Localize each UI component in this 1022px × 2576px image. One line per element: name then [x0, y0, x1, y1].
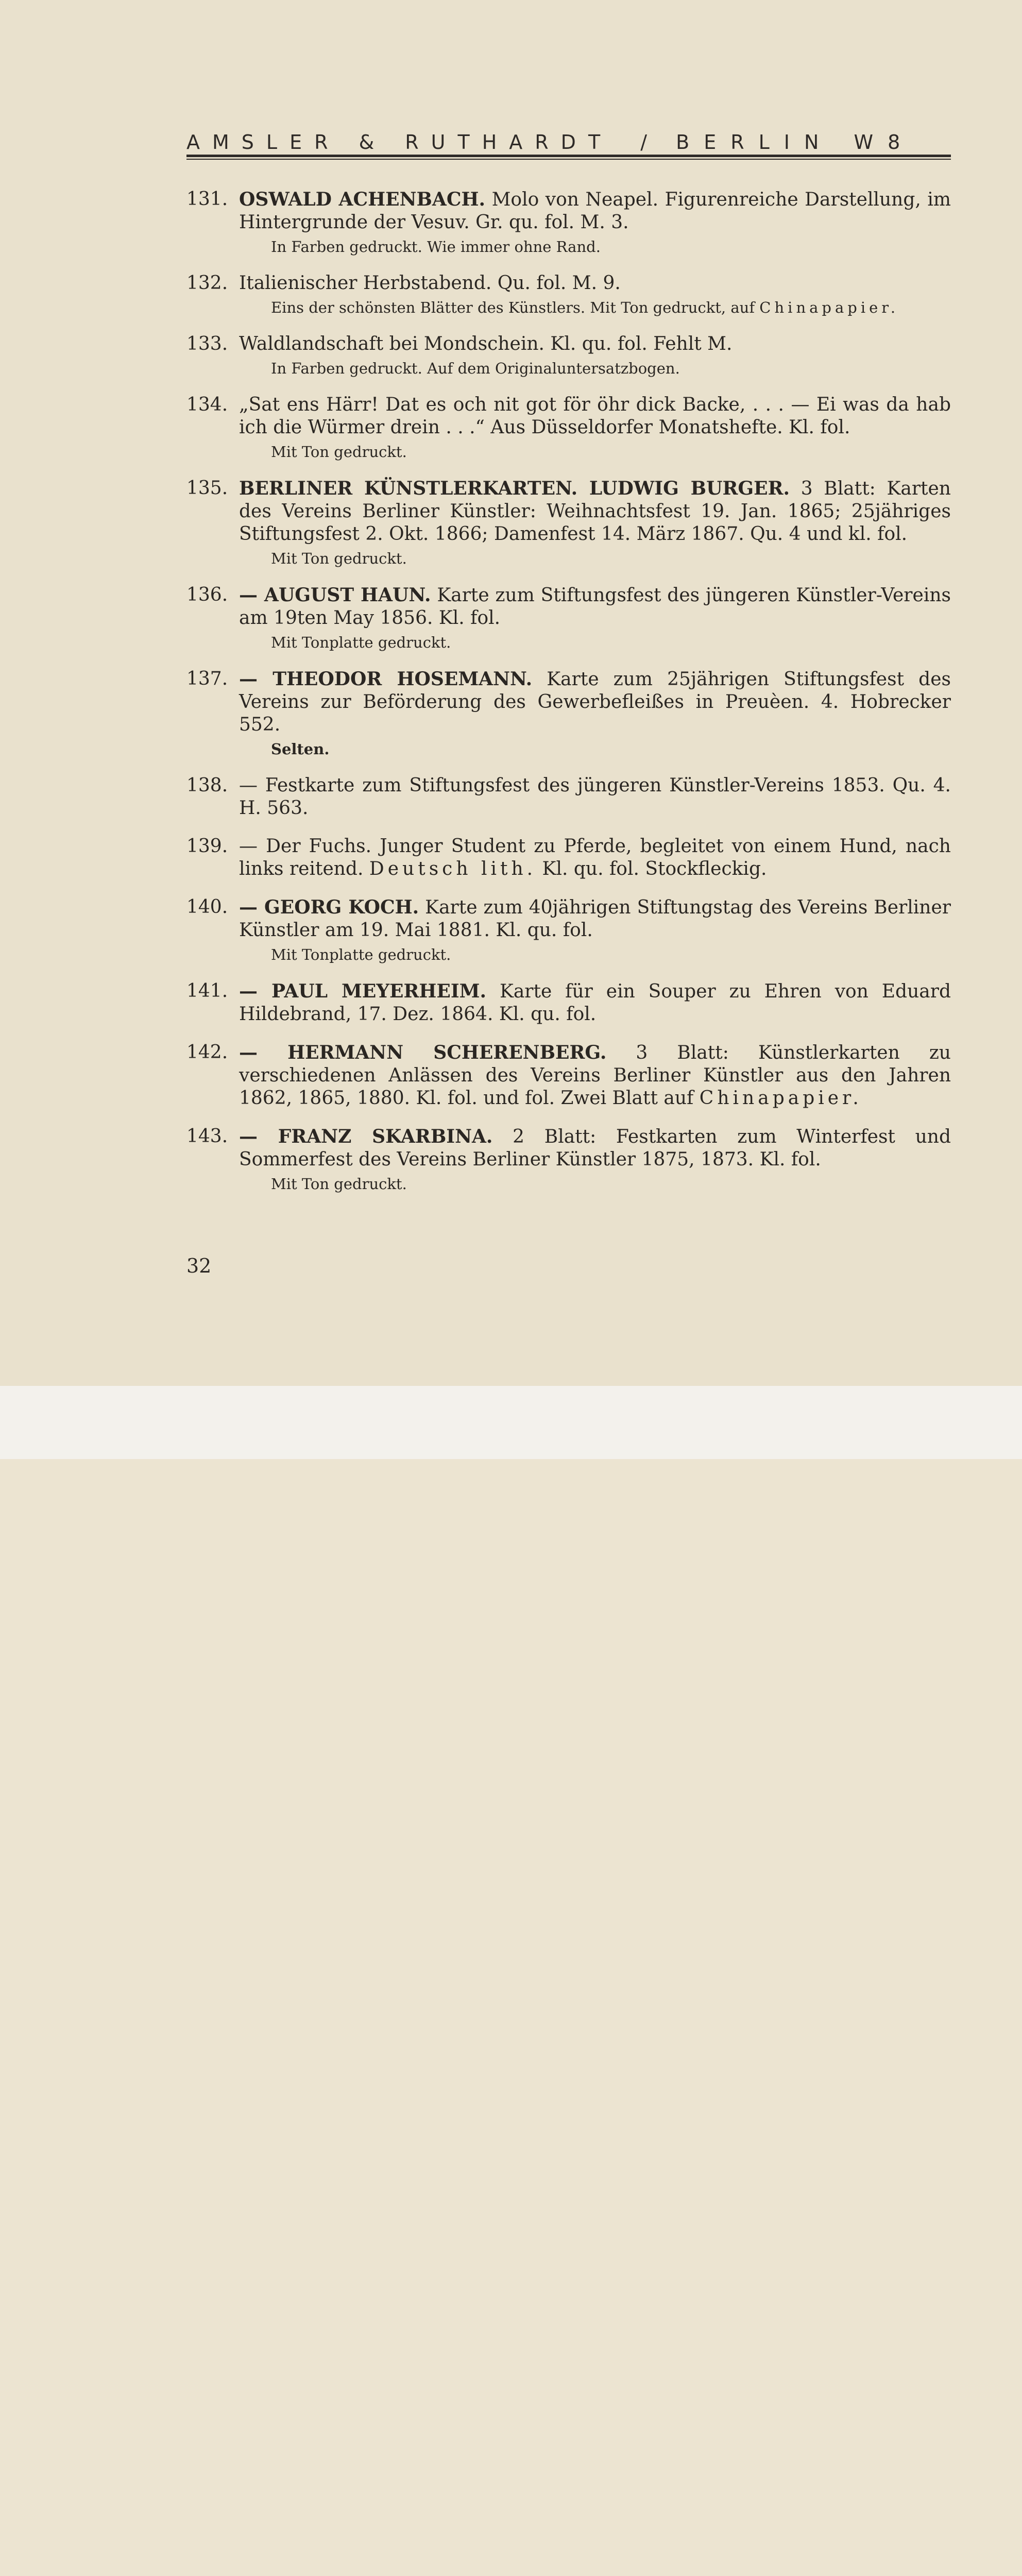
artist-name: — THEODOR HOSEMANN.	[239, 668, 533, 690]
header-rule-thin	[186, 159, 951, 160]
header-publisher: AMSLER & RUTHARDT	[186, 131, 613, 154]
running-header	[186, 131, 951, 154]
entry-number: 143.	[186, 1126, 228, 1147]
header-rule	[186, 155, 951, 157]
entry-text-spaced: Chinapapier.	[699, 1088, 862, 1109]
entry-note: Mit Tonplatte gedruckt.	[271, 634, 451, 651]
entry-text: Italienischer Herbstabend. Qu. fol. M. 9.	[239, 273, 621, 294]
entry-note: Mit Tonplatte gedruckt.	[271, 946, 451, 963]
entry-number: 131.	[186, 189, 228, 210]
header-separator: /	[640, 131, 649, 154]
catalog-entry	[186, 774, 951, 820]
entry-text: Karte für ein Souper zu Ehren von Eduard Hildebrand, 17. Dez. 1864. Kl. qu. fol.	[239, 981, 951, 1025]
artist-name: — GEORG KOCH.	[239, 896, 419, 918]
catalog-entry	[186, 1125, 951, 1194]
entry-text: „Sat ens Härr! Dat es och nit got för öhr dick Backe, . . . — Ei was da hab ich die Würmer drein . . .“ Aus Düsseldorfer Monatshefte. Kl. fol.	[239, 394, 951, 438]
entry-note: Mit Ton gedruckt.	[271, 550, 407, 567]
page-number: 32	[186, 1255, 212, 1277]
entry-note: In Farben gedruckt. Wie immer ohne Rand.	[271, 238, 601, 256]
catalog-entry	[186, 835, 951, 880]
entry-number: 138.	[186, 775, 228, 796]
entry-text: Molo von Neapel. Figurenreiche Darstellung, im Hintergrunde der Vesuv. Gr. qu. fol. M. 3.	[239, 189, 951, 233]
entry-number: 135.	[186, 478, 228, 499]
entry-number: 141.	[186, 980, 228, 1002]
entry-text: 3 Blatt: Künstlerkarten zu verschiedenen Anlässen des Vereins Berliner Künstler aus den Jahren 1862, 1865, 1880. Kl. fol. und fol. Zwei Blatt auf	[239, 1042, 951, 1109]
entry-text: Karte zum 40jährigen Stiftungstag des Vereins Berliner Künstler am 19. Mai 1881. Kl. qu. fol.	[239, 897, 951, 941]
artist-name: BERLINER KÜNSTLERKARTEN. LUDWIG BURGER.	[239, 478, 790, 499]
catalog-entry	[186, 980, 951, 1026]
entry-note: Selten.	[271, 740, 330, 758]
artist-name: — AUGUST HAUN.	[239, 584, 431, 606]
entry-number: 133.	[186, 333, 228, 354]
entry-number: 140.	[186, 896, 228, 918]
entry-text: — Festkarte zum Stiftungsfest des jüngeren Künstler-Vereins 1853. Qu. 4. H. 563.	[239, 775, 951, 819]
entry-text: Karte zum Stiftungsfest des jüngeren Künstler-Vereins am 19ten May 1856. Kl. fol.	[239, 585, 951, 629]
artist-name: — HERMANN SCHERENBERG.	[239, 1042, 607, 1063]
catalog-entry	[186, 272, 951, 317]
entry-text: Karte zum 25jährigen Stiftungsfest des Vereins zur Beförderung des Gewerbefleißes in Preuèen. 4. Hobrecker 552.	[239, 669, 951, 735]
catalog-entry	[186, 333, 951, 378]
entry-note: Eins der schönsten Blätter des Künstlers. Mit Ton gedruckt, auf Chinapapier.	[271, 299, 899, 316]
catalog-entry	[186, 394, 951, 462]
catalog-entry	[186, 896, 951, 964]
entry-text: 3 Blatt: Karten des Vereins Berliner Künstler: Weihnachtsfest 19. Jan. 1865; 25jähriges Stiftungsfest 2. Okt. 1866; Damenfest 14. März 1867. Qu. 4 und kl. fol.	[239, 478, 951, 545]
entry-note: Mit Ton gedruckt.	[271, 1175, 407, 1193]
entry-number: 137.	[186, 668, 228, 689]
artist-name: — FRANZ SKARBINA.	[239, 1126, 493, 1147]
entry-number: 139.	[186, 836, 228, 857]
catalog-entries	[186, 188, 951, 1209]
catalog-entry	[186, 477, 951, 568]
entry-note: In Farben gedruckt. Auf dem Originaluntersatzbogen.	[271, 360, 680, 377]
catalog-entry	[186, 584, 951, 652]
artist-name: OSWALD ACHENBACH.	[239, 189, 486, 210]
entry-note: Mit Ton gedruckt.	[271, 443, 407, 461]
digitization-footer	[0, 1386, 1022, 1459]
header-city: BERLIN W8	[676, 131, 915, 154]
entry-text-spaced: Deutsch lith.	[369, 858, 537, 879]
catalog-entry	[186, 188, 951, 257]
entry-text: Waldlandschaft bei Mondschein. Kl. qu. fol. Fehlt M.	[239, 333, 733, 354]
catalog-entry	[186, 1041, 951, 1110]
entry-number: 132.	[186, 273, 228, 294]
entry-text: — Der Fuchs. Junger Student zu Pferde, begleitet von einem Hund, nach links reitend.	[239, 836, 951, 879]
entry-note-spaced: Chinapapier.	[759, 299, 899, 316]
catalog-entry	[186, 668, 951, 759]
entry-text: 2 Blatt: Festkarten zum Winterfest und Sommerfest des Vereins Berliner Künstler 1875, 1873. Kl. fol.	[239, 1126, 951, 1170]
artist-name: — PAUL MEYERHEIM.	[239, 980, 487, 1002]
entry-number: 134.	[186, 394, 228, 415]
entry-text-after: Kl. qu. fol. Stockfleckig.	[542, 858, 767, 879]
entry-number: 142.	[186, 1042, 228, 1063]
entry-number: 136.	[186, 584, 228, 605]
